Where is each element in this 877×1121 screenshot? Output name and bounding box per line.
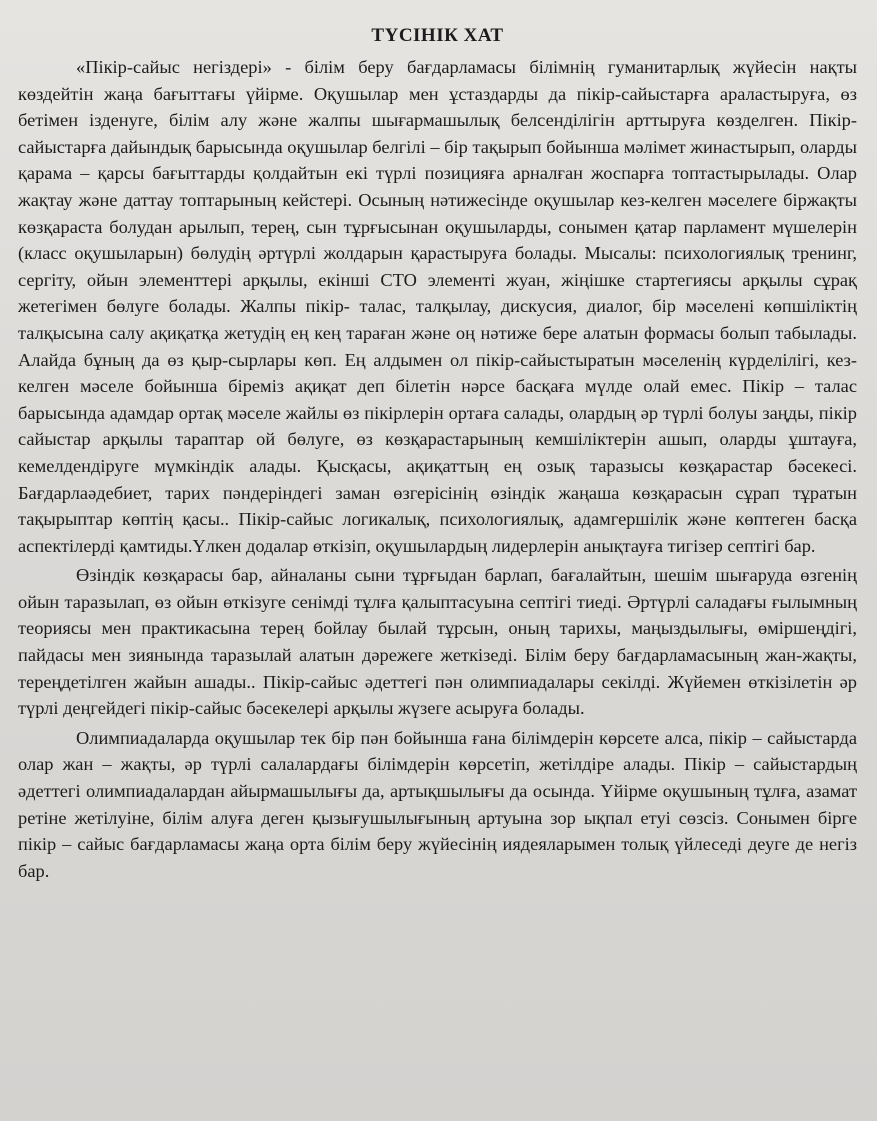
paragraph-1: «Пікір-сайыс негіздері» - білім беру бағдарламасы білімнің гуманитарлық жүйесін нақты көздейтін жаңа бағыттағы үйірме. Оқушылар мен ұстаздарды да пікір-сайыстарға араластыруға, өз бетімен ізденуге, білім алу және жалпы шығармашылық белсенділігін арттыруға көзделген. Пікір-сайыстарға дайындық барысында оқушылар белгілі – бір тақырып бойынша мәлімет жинастырып, оларды қарама – қарсы бағыттарды қолдайтын екі түрлі позицияға арналған жоспарға топтастырылады. Олар жақтау және даттау топтарының кейстері. Осының нәтижесінде оқушылар кез-келген мәселеге біржақты көзқараста болудан арылып, терең, сын тұрғысынан оқушыларды, сонымен қатар парламент мүшелерін (класс оқушыларын) бөлудің әртүрлі жолдарын қарастыруға болады. Мысалы: психологиялық тренинг, сергіту, ойын элементтері арқылы, екінші СТО элементі жуан, жіңішке стартегиясы арқылы сұрақ жетегімен бөлуге болады. Жалпы пікір- талас, талқылау, дискусия, диалог, бір мәселені көпшіліктің талқысына салу ақиқатқа жетудің ең кең тараған және оң нәтиже бере алатын формасы болып табылады. Алайда бұның да өз қыр-сырлары көп. Ең алдымен ол пікір-сайыстыратын мәселенің күрделілігі, кез-келген мәселе бойынша біреміз ақиқат деп білетін нәрсе басқаға мүлде олай емес. Пікір – талас барысында адамдар ортақ мәселе жайлы өз пікірлерін ортаға салады, олардың әр түрлі болуы заңды, пікір сайыстар арқылы тараптар ой бөлуге, өз көзқарастарының кемшіліктерін ашып, оларды ұштауға, кемелдендіруге мүмкіндік алады. Қысқасы, ақиқаттың ең озық таразысы көзқарастар бәсекесі. Бағдарлаәдебиет, тарих пәндеріндегі заман өзгерісінің өзіндік жаңаша көзқарасын сұрап тұратын тақырыптар көптің қасы.. Пікір-сайыс логикалық, психологиялық, адамгершілік және көптеген басқа аспектілерді қамтиды.Үлкен додалар өткізіп, оқушылардың лидерлерін анықтауға тигізер септігі бар. bbox=[18, 57, 857, 556]
paragraph-3: Олимпиадаларда оқушылар тек бір пән бойынша ғана білімдерін көрсете алса, пікір – сайыстарда олар жан – жақты, әр түрлі салалардағы білімдерін көрсетіп, жетілдіре алады. Пікір – сайыстардың әдеттегі олимпиадалардан айырмашылығы да, артықшылығы да осында. Үйірме оқушының тұлға, азамат ретіне жетілуіне, білім алуға деген қызығушылығының артуына зор ықпал етуі сөзсіз. Сонымен бірге пікір – сайыс бағдарламасы жаңа орта білім беру жүйесінің иядеяларымен толық үйлеседі деуге де негіз бар. bbox=[18, 727, 857, 881]
document-title: ТҮСІНІК ХАТ bbox=[371, 25, 504, 46]
paragraph-2: Өзіндік көзқарасы бар, айналаны сыни тұрғыдан барлап, бағалайтын, шешім шығаруда өзгенің ойын таразылап, өз ойын өткізуге сенімді тұлға қалыптасуына септігі тиеді. Әртүрлі саладағы ғылымның теориясы мен практикасына терең бойлау былай тұрсын, оның тарихы, маңыздылығы, өміршеңдігі, пайдасы мен зиянында таразылай алатын дәрежеге жеткізеді. Білім беру бағдарламасының жан-жақты, тереңдетілген жайын ашады.. Пікір-сайыс әдеттегі пән олимпиадалары секілді. Жүйемен өткізілетін әр түрлі деңгейдегі пікір-сайыс бәсекелері арқылы жүзеге асыруға болады. bbox=[18, 565, 857, 719]
